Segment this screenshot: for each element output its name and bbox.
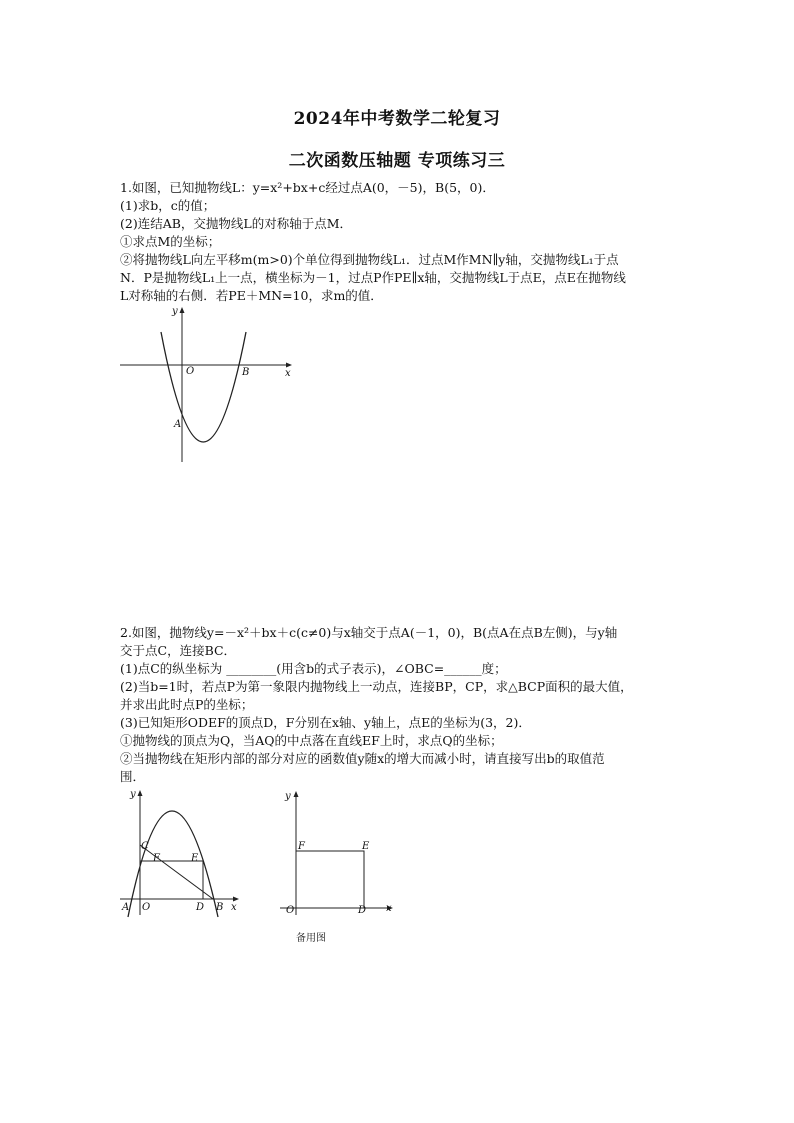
q2-figure-2-caption: 备用图 bbox=[296, 933, 326, 944]
q1-fig-label-o: O bbox=[186, 366, 195, 377]
q2-line: 交于点C，连接BC． bbox=[120, 643, 237, 658]
q2-line: ①抛物线的顶点为Q，当AQ的中点落在直线EF上时，求点Q的坐标； bbox=[120, 733, 503, 748]
q2-line: (2)当b=1时，若点P为第一象限内抛物线上一动点，连接BP，CP，求△BCP面积的最大值， bbox=[120, 679, 633, 694]
q2-line: ②当抛物线在矩形内部的部分对应的函数值y随x的增大而减小时，请直接写出b的取值范 bbox=[120, 751, 605, 766]
q2-fig2-label-y: y bbox=[285, 791, 291, 802]
q2-fig1-label-e: E bbox=[191, 853, 199, 864]
q2-fig1-label-d: D bbox=[196, 902, 205, 913]
q2-fig1-label-y: y bbox=[130, 789, 136, 800]
q2-fig2-label-f: F bbox=[298, 841, 305, 852]
q1-line: (1)求b，c的值； bbox=[120, 198, 216, 213]
q1-figure bbox=[118, 302, 298, 467]
q2-line: 2.如图，抛物线y=－x²＋bx＋c(c≠0)与x轴交于点A(－1，0)，B(点A在点B左侧)，与y轴 bbox=[120, 625, 618, 640]
q2-fig1-label-x: x bbox=[231, 902, 237, 913]
q1-line: L对称轴的右侧．若PE＋MN=10，求m的值． bbox=[120, 288, 383, 303]
q2-fig1-label-c: C bbox=[141, 841, 149, 852]
q2-line: 并求出此时点P的坐标； bbox=[120, 697, 254, 712]
q1-line: N．P是抛物线L₁上一点，横坐标为－1，过点P作PE∥x轴，交抛物线L于点E，点E在抛物线 bbox=[120, 270, 626, 285]
page-subtitle: 二次函数压轴题 专项练习三 bbox=[288, 151, 506, 171]
q2-fig1-label-f: F bbox=[153, 853, 160, 864]
q2-figure-2 bbox=[278, 785, 403, 920]
q2-fig2-label-x: x bbox=[386, 903, 392, 914]
question-2 bbox=[120, 624, 710, 786]
q2-figure-1 bbox=[118, 785, 248, 920]
q1-fig-label-x: x bbox=[285, 368, 291, 379]
q2-line: (1)点C的纵坐标为 ________(用含b的式子表示)，∠OBC=______度； bbox=[120, 661, 507, 676]
q2-fig2-label-o: O bbox=[286, 905, 295, 916]
q1-line: ②将抛物线L向左平移m(m>0)个单位得到抛物线L₁．过点M作MN∥y轴，交抛物线L₁于点 bbox=[120, 252, 619, 267]
q1-fig-label-a: A bbox=[174, 419, 182, 430]
question-1 bbox=[120, 179, 710, 305]
q2-line: 围． bbox=[120, 769, 146, 784]
page-title: 2024年中考数学二轮复习 bbox=[293, 109, 501, 129]
q2-fig1-label-a: A bbox=[122, 902, 130, 913]
q1-fig-label-y: y bbox=[172, 306, 178, 317]
q2-fig1-label-o: O bbox=[142, 902, 151, 913]
q1-line: (2)连结AB，交抛物线L的对称轴于点M． bbox=[120, 216, 353, 231]
q2-fig2-label-e: E bbox=[362, 841, 370, 852]
q2-fig2-label-d: D bbox=[358, 905, 367, 916]
q2-fig1-label-b: B bbox=[216, 902, 224, 913]
q2-line: (3)已知矩形ODEF的顶点D，F分别在x轴、y轴上，点E的坐标为(3，2)． bbox=[120, 715, 531, 730]
q1-line: ①求点M的坐标； bbox=[120, 234, 221, 249]
q1-fig-label-b: B bbox=[242, 367, 250, 378]
q1-line: 1.如图，已知抛物线L：y=x²+bx+c经过点A(0，－5)，B(5，0)． bbox=[120, 180, 495, 195]
